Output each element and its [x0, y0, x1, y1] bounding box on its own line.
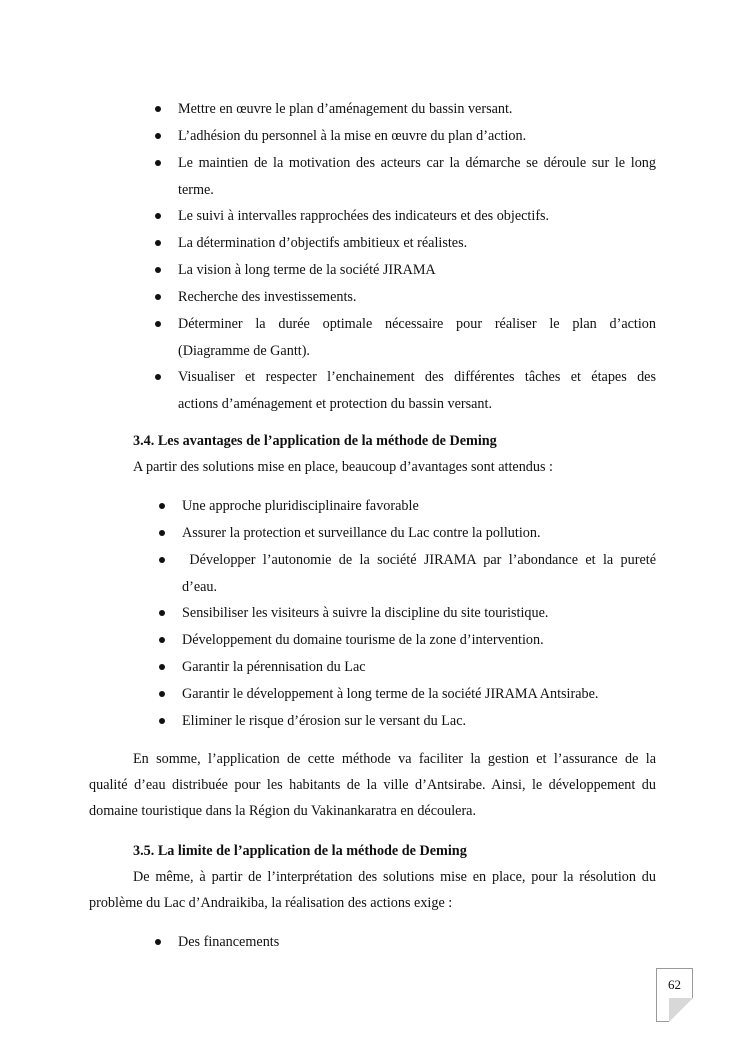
bullet-icon: [155, 374, 161, 380]
bullet-icon: [155, 106, 161, 112]
bullet-icon: [159, 530, 165, 536]
paragraph: En somme, l’application de cette méthode va faciliter la gestion et l’assurance de la: [133, 751, 656, 767]
list-item: Visualiser et respecter l’enchainement des différentes tâches et étapes des: [178, 369, 656, 385]
paragraph: problème du Lac d’Andraikiba, la réalisation des actions exige :: [89, 895, 453, 911]
section-heading: 3.5. La limite de l’application de la méthode de Deming: [133, 843, 467, 859]
list-item: Le suivi à intervalles rapprochées des indicateurs et des objectifs.: [178, 208, 550, 224]
paragraph: De même, à partir de l’interprétation des solutions mise en place, pour la résolution du: [133, 869, 656, 885]
page-fold-icon: [669, 998, 693, 1022]
list-item: Assurer la protection et surveillance du Lac contre la pollution.: [182, 525, 541, 541]
bullet-icon: [159, 610, 165, 616]
bullet-icon: [155, 133, 161, 139]
list-item: Garantir la pérennisation du Lac: [182, 659, 366, 675]
bullet-icon: [155, 267, 161, 273]
list-item-continuation: terme.: [178, 182, 214, 198]
list-item-continuation: actions d’aménagement et protection du bassin versant.: [178, 396, 492, 412]
bullet-icon: [159, 637, 165, 643]
page-number-box: [656, 968, 693, 1022]
page-number: 62: [668, 977, 681, 992]
list-item: Développement du domaine tourisme de la zone d’intervention.: [182, 632, 544, 648]
bullet-icon: [159, 503, 165, 509]
paragraph: domaine touristique dans la Région du Vakinankaratra en découlera.: [89, 803, 477, 819]
list-item: Mettre en œuvre le plan d’aménagement du bassin versant.: [178, 101, 513, 117]
bullet-icon: [155, 321, 161, 327]
bullet-icon: [159, 664, 165, 670]
list-item: Des financements: [178, 934, 280, 950]
bullet-icon: [155, 240, 161, 246]
list-item: L’adhésion du personnel à la mise en œuvre du plan d’action.: [178, 128, 527, 144]
bullet-icon: [159, 557, 165, 563]
bullet-icon: [159, 691, 165, 697]
list-item: Recherche des investissements.: [178, 289, 357, 305]
list-item-continuation: (Diagramme de Gantt).: [178, 343, 310, 359]
list-item: Une approche pluridisciplinaire favorable: [182, 498, 419, 514]
list-item-continuation: d’eau.: [182, 579, 218, 595]
list-item: Le maintien de la motivation des acteurs car la démarche se déroule sur le long: [178, 155, 656, 171]
bullet-icon: [155, 294, 161, 300]
bullet-icon: [159, 718, 165, 724]
bullet-icon: [155, 939, 161, 945]
list-item: La vision à long terme de la société JIRAMA: [178, 262, 436, 278]
paragraph: A partir des solutions mise en place, beaucoup d’avantages sont attendus :: [133, 459, 553, 475]
list-item: Garantir le développement à long terme de la société JIRAMA Antsirabe.: [182, 686, 599, 702]
list-item: Eliminer le risque d’érosion sur le versant du Lac.: [182, 713, 467, 729]
paragraph: qualité d’eau distribuée pour les habitants de la ville d’Antsirabe. Ainsi, le développement du: [89, 777, 656, 793]
list-item: La détermination d’objectifs ambitieux et réalistes.: [178, 235, 468, 251]
section-heading: 3.4. Les avantages de l’application de la méthode de Deming: [133, 433, 497, 449]
bullet-icon: [155, 213, 161, 219]
list-item: Déterminer la durée optimale nécessaire pour réaliser le plan d’action: [178, 316, 656, 332]
list-item: Sensibiliser les visiteurs à suivre la discipline du site touristique.: [182, 605, 549, 621]
bullet-icon: [155, 160, 161, 166]
list-item: Développer l’autonomie de la société JIRAMA par l’abondance et la pureté: [182, 552, 656, 568]
